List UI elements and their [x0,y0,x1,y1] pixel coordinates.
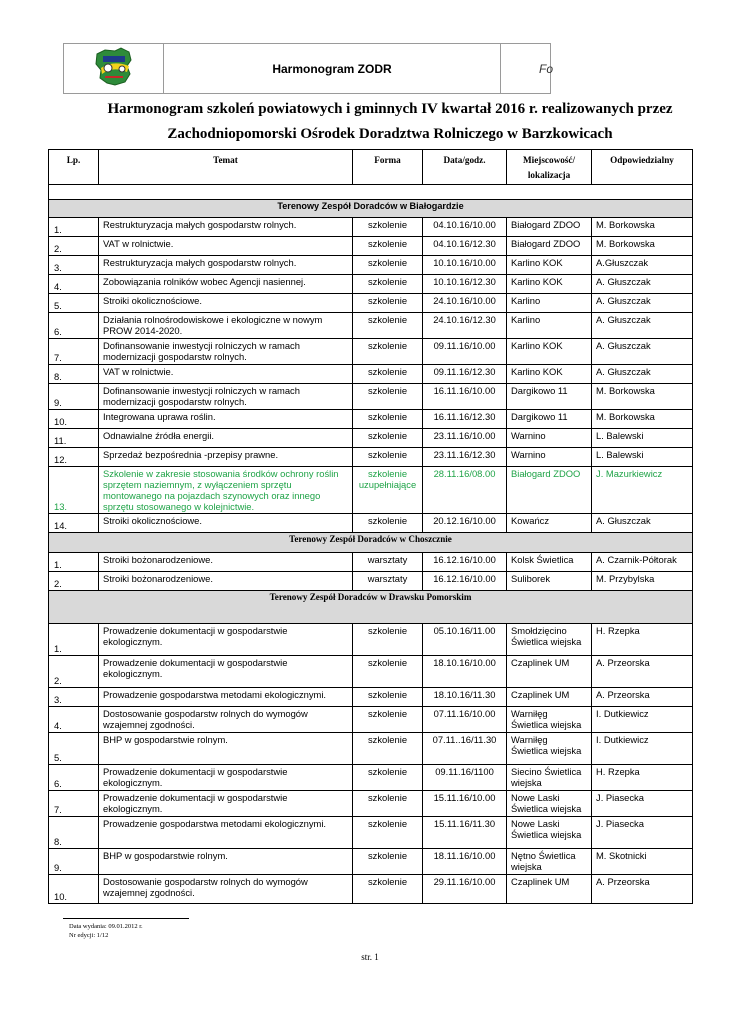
cell-lp: 8. [49,365,99,384]
table-row [49,849,693,875]
cell-miejsce: Karlino [507,294,592,313]
cell-data: 09.11.16/10.00 [423,339,507,365]
cell-forma: szkolenie [353,410,423,429]
table-row [49,410,693,429]
cell-lp: 1. [49,218,99,237]
table-row [49,624,693,656]
page-number: str. 1 [361,952,379,962]
table-row [49,448,693,467]
cell-odpowiedzialny: I. Dutkiewicz [592,707,693,733]
cell-data: 09.11.16/1100 [423,765,507,791]
table-row [49,817,693,849]
cell-miejsce: Karlino KOK [507,275,592,294]
cell-lp: 8. [49,817,99,849]
cell-temat: Dofinansowanie inwestycji rolniczych w ramach modernizacji gospodarstw rolnych. [99,384,353,410]
header-title: Harmonogram ZODR [164,44,501,94]
cell-data: 16.12.16/10.00 [423,553,507,572]
table-row [49,467,693,514]
cell-forma: warsztaty [353,572,423,591]
cell-data: 05.10.16/11.00 [423,624,507,656]
cell-miejsce: Czaplinek UM [507,688,592,707]
cell-odpowiedzialny: L. Balewski [592,448,693,467]
cell-lp: 9. [49,849,99,875]
cell-temat: Szkolenie w zakresie stosowania środków ochrony roślin sprzętem naziemnym, z wyłączeniem sprzętu montowanego na pojazdach szynowych oraz innego sprzętu stosowanego w kolejnictwie. [99,467,353,514]
cell-forma: szkolenie [353,448,423,467]
cell-lp: 9. [49,384,99,410]
cell-lp: 12. [49,448,99,467]
cell-temat: Prowadzenie dokumentacji w gospodarstwie ekologicznym. [99,656,353,688]
cell-temat: BHP w gospodarstwie rolnym. [99,849,353,875]
cell-temat: Dofinansowanie inwestycji rolniczych w ramach modernizacji gospodarstw rolnych. [99,339,353,365]
cell-data: 07.11.16/10.00 [423,707,507,733]
cell-lp: 5. [49,733,99,765]
cell-miejsce: Suliborek [507,572,592,591]
table-row [49,707,693,733]
cell-odpowiedzialny: A. Przeorska [592,656,693,688]
cell-forma: szkolenie [353,875,423,904]
table-row [49,514,693,533]
cell-odpowiedzialny: L. Balewski [592,429,693,448]
table-row [49,256,693,275]
cell-odpowiedzialny: M. Skotnicki [592,849,693,875]
cell-miejsce: Nętno Świetlica wiejska [507,849,592,875]
cell-data: 20.12.16/10.00 [423,514,507,533]
section-header-row [49,200,693,218]
cell-miejsce: Dargikowo 11 [507,410,592,429]
cell-miejsce: Warniłęg Świetlica wiejska [507,707,592,733]
footnote-issue-date: Data wydania: 09.01.2012 r. [69,923,143,930]
cell-forma: szkolenie [353,791,423,817]
cell-lp: 7. [49,791,99,817]
cell-lp: 2. [49,572,99,591]
cell-forma: szkolenie [353,237,423,256]
schedule-body [49,185,693,904]
cell-miejsce: Dargikowo 11 [507,384,592,410]
table-row [49,429,693,448]
cell-temat: Prowadzenie dokumentacji w gospodarstwie ekologicznym. [99,765,353,791]
cell-temat: Odnawialne źródła energii. [99,429,353,448]
cell-forma: szkolenie [353,384,423,410]
cell-data: 18.10.16/10.00 [423,656,507,688]
cell-temat: Prowadzenie gospodarstwa metodami ekologicznymi. [99,817,353,849]
cell-miejsce: Karlino KOK [507,339,592,365]
cell-odpowiedzialny: M. Borkowska [592,410,693,429]
cell-lp: 10. [49,875,99,904]
cell-forma: szkolenie [353,656,423,688]
cell-data: 24.10.16/12.30 [423,313,507,339]
cell-forma: szkolenie [353,218,423,237]
cell-lp: 6. [49,765,99,791]
cell-temat: Prowadzenie dokumentacji w gospodarstwie ekologicznym. [99,624,353,656]
cell-odpowiedzialny: J. Mazurkiewicz [592,467,693,514]
column-header-temat: Temat [99,150,353,185]
cell-temat: VAT w rolnictwie. [99,237,353,256]
cell-miejsce: Czaplinek UM [507,656,592,688]
cell-temat: VAT w rolnictwie. [99,365,353,384]
table-row [49,365,693,384]
cell-forma: szkolenie [353,256,423,275]
cell-miejsce: Nowe Laski Świetlica wiejska [507,791,592,817]
cell-miejsce: Białogard ZDOO [507,218,592,237]
table-row [49,765,693,791]
cell-data: 04.10.16/10.00 [423,218,507,237]
column-header-lp: Lp. [49,150,99,185]
cell-odpowiedzialny: A.Głuszczak [592,256,693,275]
cell-temat: Restrukturyzacja małych gospodarstw rolnych. [99,256,353,275]
cell-lp: 2. [49,237,99,256]
cell-miejsce: Warnino [507,448,592,467]
cell-lp: 2. [49,656,99,688]
cell-forma: szkolenie [353,365,423,384]
logo-cell [64,44,164,94]
cell-miejsce: Białogard ZDOO [507,467,592,514]
cell-data: 10.10.16/12.30 [423,275,507,294]
cell-data: 16.11.16/12.30 [423,410,507,429]
cell-data: 15.11.16/11.30 [423,817,507,849]
cell-odpowiedzialny: H. Rzepka [592,765,693,791]
section-header-row [49,591,693,624]
cell-miejsce: Kolsk Świetlica [507,553,592,572]
table-row [49,313,693,339]
cell-lp: 6. [49,313,99,339]
cell-odpowiedzialny: M. Borkowska [592,384,693,410]
table-row [49,572,693,591]
cell-temat: Prowadzenie dokumentacji w gospodarstwie ekologicznym. [99,791,353,817]
cell-data: 07.11..16/11.30 [423,733,507,765]
cell-data: 16.11.16/10.00 [423,384,507,410]
cell-odpowiedzialny: A. Czarnik-Półtorak [592,553,693,572]
cell-data: 29.11.16/10.00 [423,875,507,904]
cell-temat: Stroiki bożonarodzeniowe. [99,553,353,572]
cell-forma: szkolenie [353,275,423,294]
cell-lp: 1. [49,624,99,656]
document-title-line-1: Harmonogram szkoleń powiatowych i gminnych IV kwartał 2016 r. realizowanych przez [107,101,673,117]
cell-odpowiedzialny: A. Przeorska [592,875,693,904]
cell-temat: BHP w gospodarstwie rolnym. [99,733,353,765]
cell-lp: 7. [49,339,99,365]
cell-forma: szkolenie [353,707,423,733]
table-row [49,688,693,707]
cell-odpowiedzialny: J. Piasecka [592,817,693,849]
cell-temat: Stroiki okolicznościowe. [99,294,353,313]
cell-forma: szkolenie [353,294,423,313]
footnote-edition: Nr edycji: 1/12 [69,932,109,939]
document-title-line-2: Zachodniopomorski Ośrodek Doradztwa Rolniczego w Barzkowicach [167,126,613,142]
cell-data: 18.11.16/10.00 [423,849,507,875]
cell-miejsce: Kowańcz [507,514,592,533]
cell-forma: szkolenie [353,429,423,448]
cell-data: 04.10.16/12.30 [423,237,507,256]
table-row [49,339,693,365]
cell-miejsce: Białogard ZDOO [507,237,592,256]
document-header [63,43,554,94]
cell-forma: szkolenie [353,817,423,849]
cell-forma: szkolenie [353,624,423,656]
cell-forma: szkolenie [353,849,423,875]
table-row [49,384,693,410]
cell-odpowiedzialny: A. Głuszczak [592,294,693,313]
cell-temat: Restrukturyzacja małych gospodarstw rolnych. [99,218,353,237]
table-row [49,553,693,572]
cell-lp: 13. [49,467,99,514]
cell-miejsce: Nowe Laski Świetlica wiejska [507,817,592,849]
empty-spacer-cell [49,185,693,200]
cell-temat: Sprzedaż bezpośrednia -przepisy prawne. [99,448,353,467]
table-row [49,294,693,313]
cell-miejsce: Karlino KOK [507,256,592,275]
cell-forma: szkolenie [353,313,423,339]
cell-lp: 4. [49,275,99,294]
cell-lp: 10. [49,410,99,429]
empty-spacer-row [49,185,693,200]
cell-miejsce: Karlino KOK [507,365,592,384]
section-title: Terenowy Zespół Doradców w Drawsku Pomorskim [49,591,693,624]
cell-temat: Działania rolnośrodowiskowe i ekologiczne w nowym PROW 2014-2020. [99,313,353,339]
cell-data: 10.10.16/10.00 [423,256,507,275]
cell-forma: szkolenie [353,688,423,707]
cell-forma: szkolenie [353,733,423,765]
cell-miejsce: Smołdzięcino Świetlica wiejska [507,624,592,656]
table-row [49,656,693,688]
column-header-forma: Forma [353,150,423,185]
cell-data: 24.10.16/10.00 [423,294,507,313]
cell-lp: 11. [49,429,99,448]
cell-data: 16.12.16/10.00 [423,572,507,591]
cell-temat: Dostosowanie gospodarstw rolnych do wymogów wzajemnej zgodności. [99,707,353,733]
cell-temat: Zobowiązania rolników wobec Agencji nasiennej. [99,275,353,294]
cell-data: 28.11.16/08.00 [423,467,507,514]
header-form-label: Fo [501,44,551,94]
cell-forma: szkolenie [353,514,423,533]
cell-miejsce: Siecino Świetlica wiejska [507,765,592,791]
cell-odpowiedzialny: J. Piasecka [592,791,693,817]
cell-odpowiedzialny: I. Dutkiewicz [592,733,693,765]
cell-miejsce: Warniłęg Świetlica wiejska [507,733,592,765]
cell-odpowiedzialny: M. Przybylska [592,572,693,591]
cell-odpowiedzialny: A. Głuszczak [592,514,693,533]
table-row [49,791,693,817]
cell-temat: Stroiki okolicznościowe. [99,514,353,533]
table-row [49,237,693,256]
cell-lp: 4. [49,707,99,733]
column-header-odpowiedzialny: Odpowiedzialny [592,150,693,185]
cell-forma: szkolenie [353,765,423,791]
cell-lp: 3. [49,688,99,707]
cell-odpowiedzialny: A. Głuszczak [592,339,693,365]
cell-data: 23.11.16/12.30 [423,448,507,467]
cell-data: 18.10.16/11.30 [423,688,507,707]
cell-miejsce: Warnino [507,429,592,448]
cell-lp: 5. [49,294,99,313]
schedule-table [48,149,693,904]
section-header-row [49,533,693,553]
cell-miejsce: Karlino [507,313,592,339]
cell-forma: warsztaty [353,553,423,572]
cell-lp: 3. [49,256,99,275]
cell-odpowiedzialny: A. Głuszczak [592,365,693,384]
cell-odpowiedzialny: A. Głuszczak [592,313,693,339]
cell-forma: szkolenie uzupełniające [353,467,423,514]
table-row [49,733,693,765]
cell-forma: szkolenie [353,339,423,365]
cell-temat: Dostosowanie gospodarstw rolnych do wymogów wzajemnej zgodności. [99,875,353,904]
section-title: Terenowy Zespół Doradców w Choszcznie [49,533,693,553]
zodr-logo-icon [91,44,137,88]
table-header-row [49,150,693,185]
table-row [49,218,693,237]
cell-miejsce: Czaplinek UM [507,875,592,904]
cell-lp: 1. [49,553,99,572]
cell-odpowiedzialny: A. Głuszczak [592,275,693,294]
section-title: Terenowy Zespół Doradców w Białogardzie [49,200,693,218]
column-header-miejscowosc: Miejscowość/ lokalizacja [507,150,592,185]
cell-odpowiedzialny: M. Borkowska [592,218,693,237]
cell-data: 15.11.16/10.00 [423,791,507,817]
cell-odpowiedzialny: H. Rzepka [592,624,693,656]
cell-temat: Stroiki bożonarodzeniowe. [99,572,353,591]
cell-odpowiedzialny: A. Przeorska [592,688,693,707]
table-row [49,275,693,294]
cell-temat: Prowadzenie gospodarstwa metodami ekologicznymi. [99,688,353,707]
table-row [49,875,693,904]
footnote-separator [63,918,189,919]
cell-odpowiedzialny: M. Borkowska [592,237,693,256]
cell-lp: 14. [49,514,99,533]
cell-data: 09.11.16/12.30 [423,365,507,384]
cell-data: 23.11.16/10.00 [423,429,507,448]
column-header-data: Data/godz. [423,150,507,185]
cell-temat: Integrowana uprawa roślin. [99,410,353,429]
